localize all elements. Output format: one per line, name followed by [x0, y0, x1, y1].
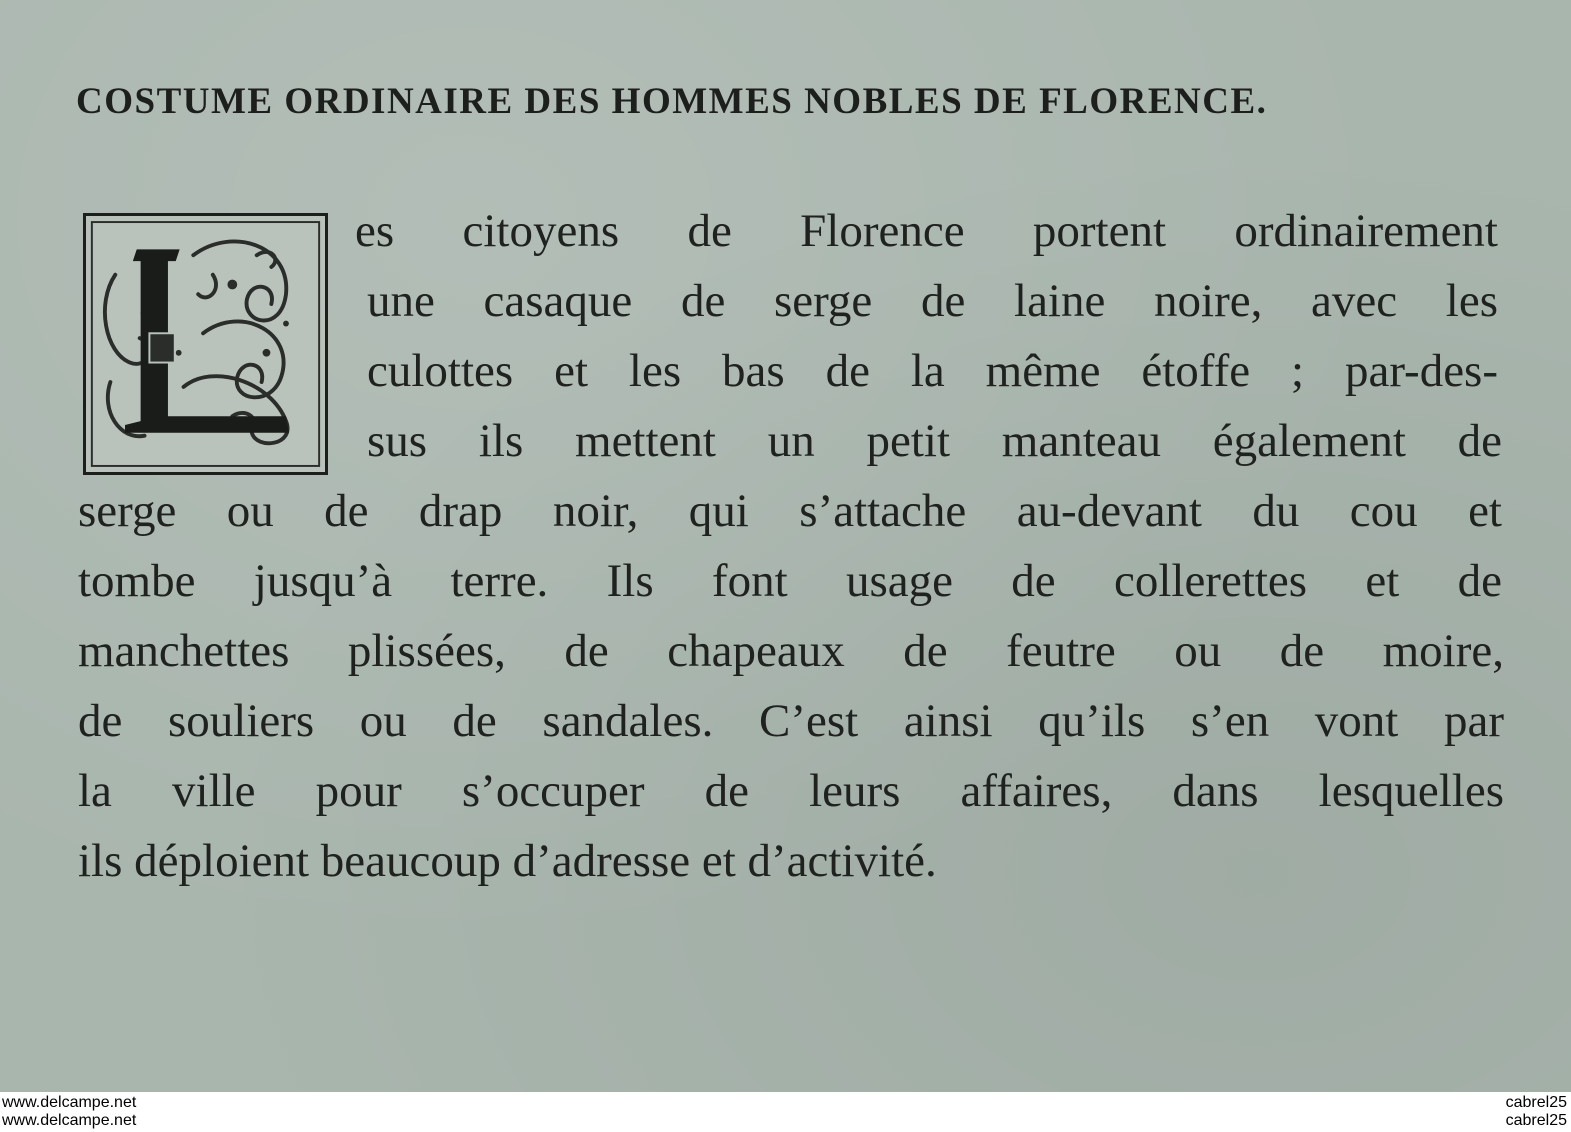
document-title: COSTUME ORDINAIRE DES HOMMES NOBLES DE FLORENCE.: [76, 81, 1268, 122]
watermark-bar: [0, 1092, 1571, 1132]
body-text-line: de souliers ou de sandales. C’est ainsi qu’ils s’en vont par: [78, 695, 1504, 747]
body-text-line: es citoyens de Florence portent ordinairement: [355, 205, 1498, 257]
body-text-line: tombe jusqu’à terre. Ils font usage de collerettes et de: [78, 555, 1502, 607]
ornamental-dropcap-l: [83, 213, 328, 475]
watermark-right-text: cabrel25: [1505, 1094, 1567, 1111]
body-text-line: serge ou de drap noir, qui s’attache au-devant du cou et: [78, 485, 1502, 537]
body-text-line-last: ils déploient beaucoup d’adresse et d’activité.: [78, 835, 937, 887]
body-text-line: sus ils mettent un petit manteau également de: [367, 415, 1502, 467]
watermark-right-text: cabrel25: [1505, 1112, 1567, 1129]
body-text-line: la ville pour s’occuper de leurs affaires, dans lesquelles: [78, 765, 1504, 817]
watermark-left-text: www.delcampe.net: [2, 1112, 137, 1129]
body-text-line: une casaque de serge de laine noire, avec les: [367, 275, 1498, 327]
body-text-line: manchettes plissées, de chapeaux de feutre ou de moire,: [78, 625, 1504, 677]
watermark-left-text: www.delcampe.net: [2, 1094, 137, 1111]
body-text-line: culottes et les bas de la même étoffe ; par-des-: [367, 345, 1498, 397]
dropcap-ornament-icon: [86, 216, 325, 472]
